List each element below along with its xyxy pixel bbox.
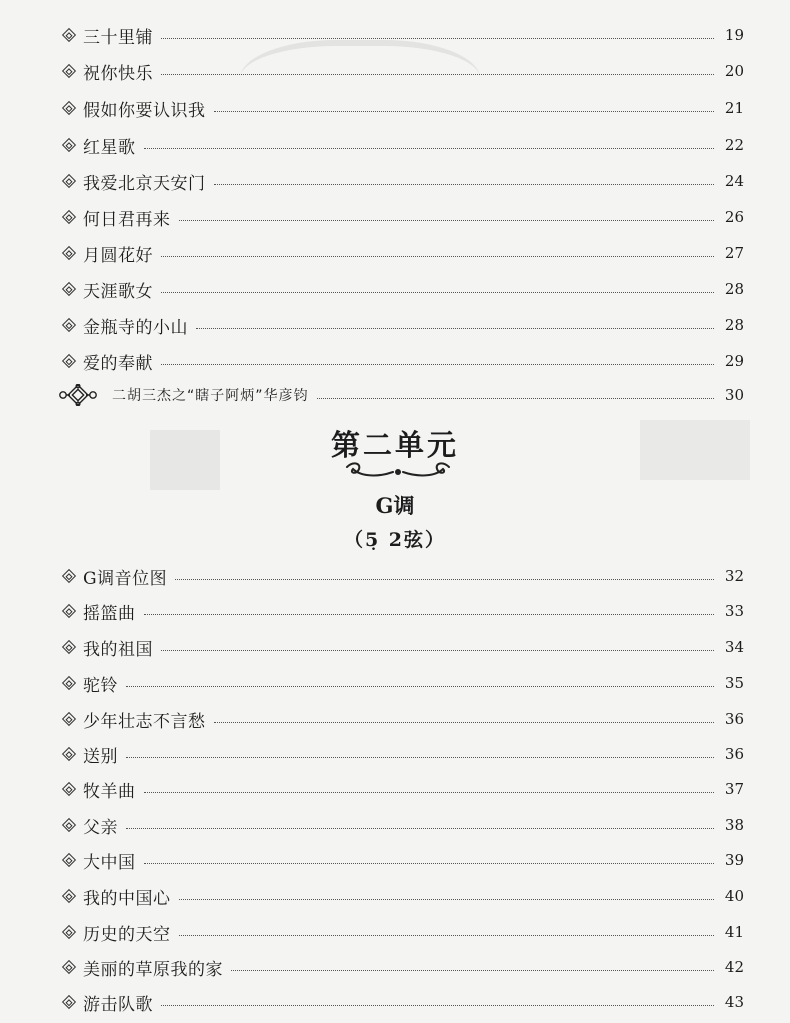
toc-entry-title: 假如你要认识我 bbox=[83, 100, 206, 121]
toc-entry-title: 牧羊曲 bbox=[83, 781, 136, 802]
toc-entry-title: 少年壮志不言愁 bbox=[83, 711, 206, 732]
toc-entry[interactable] bbox=[60, 812, 744, 838]
toc-entry-title: 红星歌 bbox=[83, 137, 136, 158]
toc-entry-page: 37 bbox=[724, 780, 744, 798]
toc-entry[interactable] bbox=[60, 348, 744, 374]
toc-entry-title: 父亲 bbox=[83, 817, 118, 838]
toc-entry-page: 28 bbox=[724, 316, 744, 334]
toc-entry[interactable] bbox=[60, 598, 744, 624]
dot-leader bbox=[179, 220, 715, 221]
toc-entry-title: 月圆花好 bbox=[83, 245, 153, 266]
toc-entry[interactable] bbox=[60, 706, 744, 732]
diamond-bullet-icon bbox=[62, 604, 76, 618]
toc-entry-title: 美丽的草原我的家 bbox=[83, 959, 223, 980]
toc-entry-page: 39 bbox=[724, 851, 744, 869]
dot-leader bbox=[144, 792, 715, 793]
dot-leader bbox=[126, 686, 714, 687]
diamond-bullet-icon bbox=[62, 138, 76, 152]
dot-leader bbox=[179, 899, 715, 900]
diamond-bullet-icon bbox=[62, 782, 76, 796]
toc-entry[interactable] bbox=[60, 132, 744, 158]
toc-entry-title: 大中国 bbox=[83, 852, 136, 873]
toc-entry-page: 35 bbox=[724, 674, 744, 692]
toc-entry-page: 33 bbox=[724, 602, 744, 620]
diamond-bullet-icon bbox=[62, 210, 76, 224]
toc-entry-page: 40 bbox=[724, 887, 744, 905]
diamond-bullet-icon bbox=[62, 174, 76, 188]
toc-entry[interactable] bbox=[60, 670, 744, 696]
toc-entry[interactable] bbox=[60, 168, 744, 194]
toc-entry[interactable] bbox=[60, 919, 744, 945]
toc-entry[interactable] bbox=[60, 954, 744, 980]
diamond-bullet-icon bbox=[62, 853, 76, 867]
dot-leader bbox=[196, 328, 714, 329]
diamond-bullet-icon bbox=[62, 676, 76, 690]
dot-leader bbox=[175, 579, 714, 580]
dot-leader bbox=[144, 148, 715, 149]
bleed-through-shadow bbox=[240, 40, 480, 136]
diamond-bullet-icon bbox=[62, 818, 76, 832]
dot-leader bbox=[144, 614, 715, 615]
toc-entry-page: 30 bbox=[724, 386, 744, 404]
toc-entry-page: 24 bbox=[724, 172, 744, 190]
dot-leader bbox=[179, 935, 715, 936]
dot-leader bbox=[214, 111, 715, 112]
toc-entry[interactable] bbox=[60, 276, 744, 302]
toc-entry[interactable] bbox=[60, 883, 744, 909]
diamond-bullet-icon bbox=[62, 28, 76, 42]
toc-entry-page: 36 bbox=[724, 745, 744, 763]
unit-key: G调 bbox=[375, 493, 415, 518]
toc-entry-title: 摇篮曲 bbox=[83, 603, 136, 624]
toc-entry-page: 34 bbox=[724, 638, 744, 656]
toc-entry-title: 驼铃 bbox=[83, 675, 118, 696]
toc-entry-page: 32 bbox=[724, 567, 744, 585]
diamond-bullet-icon bbox=[62, 318, 76, 332]
diamond-bullet-icon bbox=[62, 925, 76, 939]
dot-leader bbox=[144, 863, 715, 864]
toc-entry-page: 36 bbox=[724, 710, 744, 728]
toc-entry-title: G调音位图 bbox=[83, 568, 168, 589]
toc-entry-title: 我爱北京天安门 bbox=[83, 173, 206, 194]
toc-entry-title: 何日君再来 bbox=[83, 209, 171, 230]
toc-entry-title: 爱的奉献 bbox=[83, 353, 153, 374]
toc-entry-title: 金瓶寺的小山 bbox=[83, 317, 188, 338]
dot-leader bbox=[161, 292, 714, 293]
diamond-bullet-icon bbox=[62, 995, 76, 1009]
diamond-bullet-icon bbox=[62, 246, 76, 260]
diamond-bullet-icon bbox=[62, 640, 76, 654]
swirl-ornament-icon bbox=[343, 459, 453, 481]
toc-entry[interactable] bbox=[60, 847, 744, 873]
toc-entry-page: 43 bbox=[724, 993, 744, 1011]
toc-entry-title: 祝你快乐 bbox=[83, 63, 153, 84]
toc-entry[interactable] bbox=[60, 776, 744, 802]
diamond-bullet-icon bbox=[62, 889, 76, 903]
diamond-bullet-icon bbox=[62, 960, 76, 974]
diamond-bullet-icon bbox=[62, 64, 76, 78]
toc-entry-page: 27 bbox=[724, 244, 744, 262]
toc-entry-story[interactable] bbox=[58, 382, 744, 408]
diamond-bullet-icon bbox=[62, 747, 76, 761]
dot-leader bbox=[161, 38, 714, 39]
toc-entry[interactable] bbox=[60, 634, 744, 660]
toc-entry[interactable] bbox=[60, 95, 744, 121]
unit-strings: （5̣ 2弦） bbox=[343, 529, 447, 551]
toc-entry-title: 历史的天空 bbox=[83, 924, 171, 945]
dot-leader bbox=[161, 364, 714, 365]
toc-entry-page: 38 bbox=[724, 816, 744, 834]
toc-entry-page: 41 bbox=[724, 923, 744, 941]
dot-leader bbox=[214, 184, 715, 185]
toc-entry-page: 22 bbox=[724, 136, 744, 154]
toc-entry-page: 42 bbox=[724, 958, 744, 976]
toc-entry[interactable] bbox=[60, 58, 744, 84]
toc-entry-title: 天涯歌女 bbox=[83, 281, 153, 302]
dot-leader bbox=[231, 970, 714, 971]
toc-entry-title: 我的中国心 bbox=[83, 888, 171, 909]
diamond-bullet-icon bbox=[62, 101, 76, 115]
toc-entry[interactable] bbox=[60, 312, 744, 338]
toc-entry-page: 19 bbox=[724, 26, 744, 44]
unit-title: 第二单元 bbox=[330, 428, 459, 462]
dot-leader bbox=[161, 256, 714, 257]
diamond-bullet-icon bbox=[62, 712, 76, 726]
toc-entry-page: 29 bbox=[724, 352, 744, 370]
diamond-bullet-icon bbox=[62, 569, 76, 583]
toc-entry[interactable] bbox=[60, 989, 744, 1015]
toc-entry-title: 三十里铺 bbox=[83, 27, 153, 48]
toc-entry-page: 20 bbox=[724, 62, 744, 80]
dot-leader bbox=[161, 650, 714, 651]
toc-entry[interactable] bbox=[60, 741, 744, 767]
toc-entry[interactable] bbox=[60, 563, 744, 589]
toc-entry-title: 我的祖国 bbox=[83, 639, 153, 660]
dot-leader bbox=[161, 1005, 714, 1006]
toc-entry-title: 二胡三杰之“瞎子阿炳”华彦钧 bbox=[112, 388, 309, 404]
toc-entry[interactable] bbox=[60, 240, 744, 266]
dot-leader bbox=[317, 398, 714, 399]
toc-entry[interactable] bbox=[60, 204, 744, 230]
dot-leader bbox=[161, 74, 714, 75]
toc-entry[interactable] bbox=[60, 22, 744, 48]
knot-ornament-icon bbox=[58, 384, 98, 406]
toc-entry-title: 送别 bbox=[83, 746, 118, 767]
diamond-bullet-icon bbox=[62, 354, 76, 368]
toc-entry-page: 26 bbox=[724, 208, 744, 226]
toc-entry-page: 28 bbox=[724, 280, 744, 298]
toc-entry-page: 21 bbox=[724, 99, 744, 117]
dot-leader bbox=[214, 722, 715, 723]
diamond-bullet-icon bbox=[62, 282, 76, 296]
dot-leader bbox=[126, 828, 714, 829]
dot-leader bbox=[126, 757, 714, 758]
toc-entry-title: 游击队歌 bbox=[83, 994, 153, 1015]
